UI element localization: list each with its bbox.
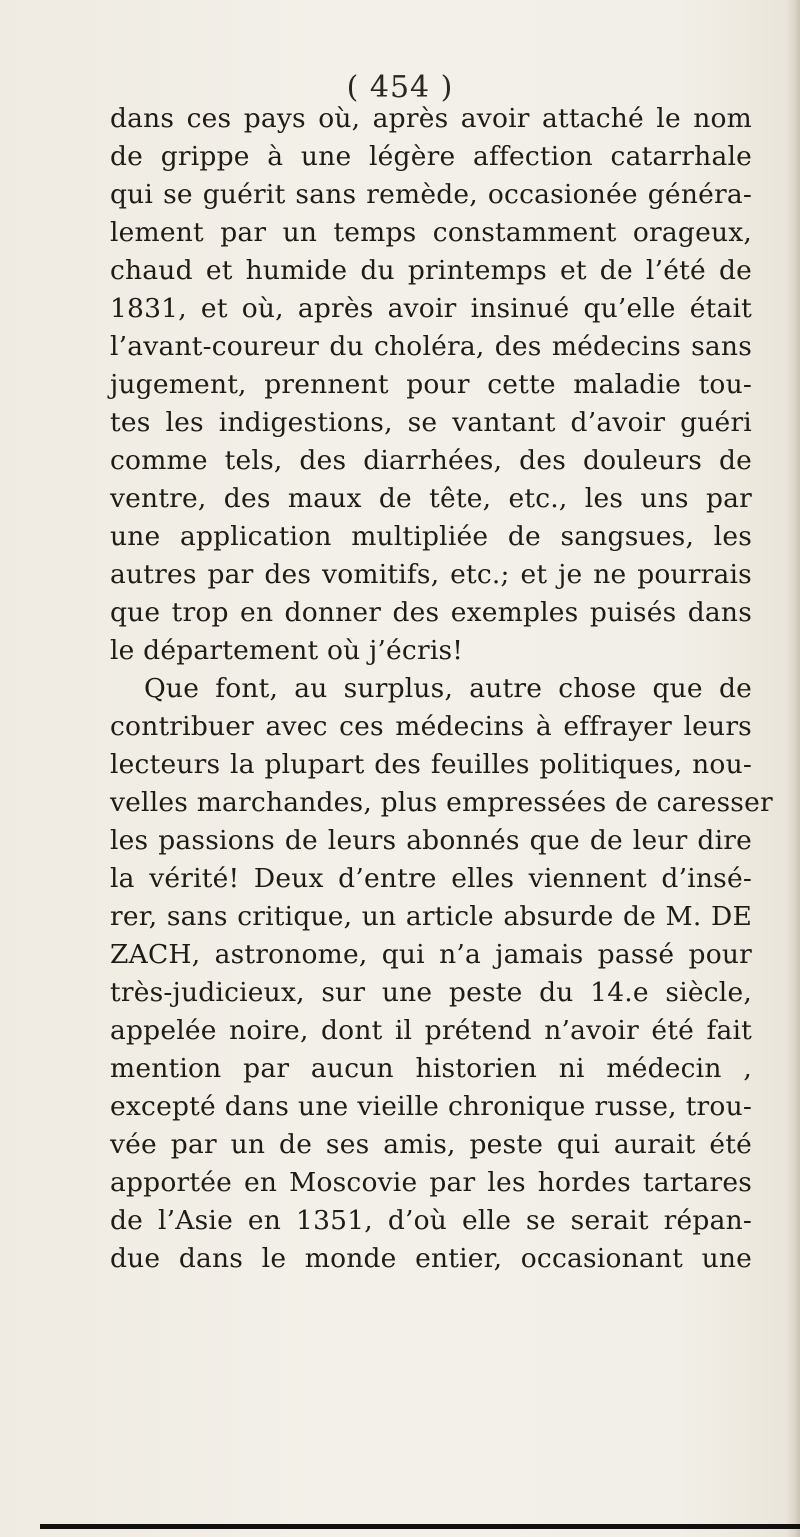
text-line: lecteurs la plupart des feuilles politiques, nou- [110,749,752,780]
text-line: de grippe à une légère affection catarrhale [110,141,752,172]
text-line: tes les indigestions, se vantant d’avoir guéri [110,407,752,438]
text-line: excepté dans une vieille chronique russe, trou- [110,1091,752,1122]
text-line: rer, sans critique, un article absurde de M. DE [110,901,752,932]
text-line: due dans le monde entier, occasionant une [110,1243,752,1274]
text-line: qui se guérit sans remède, occasionée généra- [110,179,752,210]
text-line: les passions de leurs abonnés que de leur dire [110,825,752,856]
text-line: chaud et humide du printemps et de l’été de [110,255,752,286]
text-line: mention par aucun historien ni médecin , [110,1053,752,1084]
text-line: comme tels, des diarrhées, des douleurs de [110,445,752,476]
body-text [110,100,773,1278]
text-line: apportée en Moscovie par les hordes tartares [110,1167,752,1198]
text-line: de l’Asie en 1351, d’où elle se serait répan- [110,1205,752,1236]
text-line: autres par des vomitifs, etc.; et je ne pourrais [110,559,752,590]
text-line: velles marchandes, plus empressées de caresser [110,787,773,818]
text-line: vée par un de ses amis, peste qui aurait été [110,1129,752,1160]
text-line: contribuer avec ces médecins à effrayer leurs [110,711,752,742]
text-line: 1831, et où, après avoir insinué qu’elle était [110,293,752,324]
text-line: l’avant-coureur du choléra, des médecins sans [110,331,752,362]
bottom-rule [40,1524,800,1529]
text-line: dans ces pays où, après avoir attaché le nom [110,103,752,134]
page-edge-shadow [786,0,800,1537]
text-line: lement par un temps constamment orageux, [110,217,752,248]
text-line: une application multipliée de sangsues, les [110,521,752,552]
text-line: très-judicieux, sur une peste du 14.e siècle, [110,977,752,1008]
text-line: ventre, des maux de tête, etc., les uns par [110,483,752,514]
text-line: ZACH, astronome, qui n’a jamais passé pour [110,939,752,970]
text-line: appelée noire, dont il prétend n’avoir été fait [110,1015,752,1046]
text-line: Que font, au surplus, autre chose que de [144,673,752,704]
text-line: la vérité! Deux d’entre elles viennent d’insé- [110,863,752,894]
text-line: que trop en donner des exemples puisés dans [110,597,752,628]
text-line: le département où j’écris! [110,635,464,666]
text-line: jugement, prennent pour cette maladie tou- [110,369,752,400]
page-number: ( 454 ) [346,70,454,105]
